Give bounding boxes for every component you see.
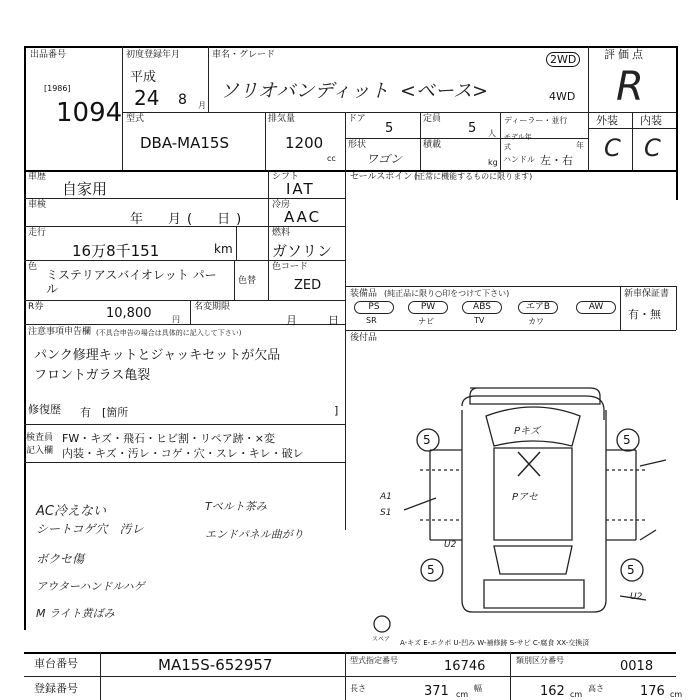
drive-2wd: 2WD xyxy=(546,52,580,67)
handwritten-note-2: シートコゲ穴 汚レ xyxy=(36,522,144,536)
color: ミステリアスバイオレット パール xyxy=(46,268,217,296)
notes-sub: (不具合申告の場合は具体的に記入して下さい) xyxy=(96,329,242,337)
model: DBA-MA15S xyxy=(140,134,229,152)
month-unit: 月 xyxy=(198,101,206,110)
equip-navi: ナビ xyxy=(418,317,434,326)
handwritten-note-5: M ライト黄ばみ xyxy=(36,607,115,620)
diagram-note-ase: Pアセ xyxy=(512,492,538,503)
equip-airbag: エアB xyxy=(518,301,558,314)
inspector-label-2: 記入欄 xyxy=(26,446,54,456)
equip-leather: カワ xyxy=(528,317,544,326)
repair-close: ] xyxy=(334,404,339,417)
notes-label: 注意事項申告欄 xyxy=(28,327,92,337)
drive-4wd: 4WD xyxy=(549,90,576,103)
person-unit: 人 xyxy=(488,129,496,138)
score: R xyxy=(616,64,644,110)
car-grade: <ベース> xyxy=(400,80,488,102)
yen-unit: 円 xyxy=(172,315,180,324)
lot-number: 1094 xyxy=(56,98,123,128)
width: 162 xyxy=(540,684,565,699)
reg-number-label: 登録番号 xyxy=(34,682,78,695)
length: 371 xyxy=(424,684,449,699)
reg-year: 24 xyxy=(134,86,160,110)
reg-month: 8 xyxy=(178,92,187,108)
repair-value: 有 [箇所 xyxy=(80,406,129,419)
inspection-label: 車検 xyxy=(28,200,47,210)
handwritten-note-4: アウターハンドルハゲ xyxy=(36,580,145,593)
color-code-label: 色コード xyxy=(272,262,309,272)
type-cert-number: 16746 xyxy=(444,659,486,674)
wheel-mark-rl: 5 xyxy=(427,563,435,577)
type-cert-label: 型式指定番号 xyxy=(350,656,398,665)
km-unit: km xyxy=(214,242,233,256)
cc-unit: cc xyxy=(327,154,336,163)
color-code: ZED xyxy=(294,278,322,293)
sales-point-label: セールスポイント xyxy=(350,172,422,182)
displacement: 1200 xyxy=(285,134,324,152)
width-unit: cm xyxy=(570,690,583,699)
name-change: 月 日 xyxy=(286,314,349,327)
recycle-label: R券 xyxy=(28,302,44,312)
equip-ps: PS xyxy=(354,301,394,314)
body-type: ワゴン xyxy=(366,152,403,166)
mileage-label: 走行 xyxy=(28,228,47,238)
doors: 5 xyxy=(385,121,394,136)
car-name: ソリオバンディット xyxy=(220,80,389,102)
diagram-note-pkizu: Pキズ xyxy=(514,426,540,437)
damage-legend: A-キズ E-エクボ U-凹み W-補修跡 S-サビ C-腐食 XX-交換済 xyxy=(400,639,590,647)
chassis-number: MA15S-652957 xyxy=(158,656,273,674)
exterior-grade: C xyxy=(604,134,621,162)
mileage: 16万8千151 xyxy=(72,242,160,260)
body-label: 形状 xyxy=(348,140,367,150)
wheel-mark-rr: 5 xyxy=(627,563,635,577)
warranty-label: 新車保証書 xyxy=(624,289,670,299)
first-reg-label: 初度登録年月 xyxy=(126,50,181,60)
handwritten-right-1: Tベルト茶み xyxy=(205,500,267,513)
wheel-mark-fl: 5 xyxy=(423,433,431,447)
equip-sr: SR xyxy=(366,316,377,325)
era: 平成 xyxy=(130,70,157,85)
equipment-label: 装備品 xyxy=(350,289,378,299)
repair-label: 修復歴 xyxy=(28,403,61,416)
load-label: 積載 xyxy=(423,140,442,150)
capacity: 5 xyxy=(468,121,477,136)
kg-unit: kg xyxy=(488,158,498,167)
shift-label: シフト xyxy=(272,172,300,182)
fuel-label: 燃料 xyxy=(272,228,291,238)
handwritten-right-2: エンドパネル曲がり xyxy=(205,528,304,541)
width-label: 幅 xyxy=(474,684,482,693)
wheel-mark-fr: 5 xyxy=(623,433,631,447)
diagram-note-s1: S1 xyxy=(380,508,392,518)
ac-label: 冷房 xyxy=(272,200,291,210)
displacement-label: 排気量 xyxy=(268,114,296,124)
lot-sub: [1986] xyxy=(44,84,71,93)
recycle-fee: 10,800 xyxy=(106,306,152,321)
chassis-label: 車台番号 xyxy=(34,657,78,670)
handwritten-note-3: ボクセ傷 xyxy=(36,552,85,566)
inspection: 年 月( 日) xyxy=(130,212,248,227)
post-install-label: 後付品 xyxy=(350,333,378,343)
warranty: 有・無 xyxy=(628,308,661,321)
model-label: 型式 xyxy=(126,114,145,124)
score-label: 評価点 xyxy=(604,48,646,61)
height: 176 xyxy=(640,684,665,699)
fuel: ガソリン xyxy=(272,242,333,260)
diagram-note-a1: A1 xyxy=(380,492,392,502)
handwritten-note-1: AC冷えない xyxy=(36,504,106,519)
color-label: 色 xyxy=(28,262,38,272)
note-line-2: フロントガラス亀裂 xyxy=(34,368,151,383)
usage: 自家用 xyxy=(62,180,108,198)
exterior-label: 外装 xyxy=(596,114,618,127)
inspector-row-1: FW・キズ・飛石・ヒビ割・リペア跡・×変 xyxy=(62,432,275,445)
spare-label: スペア xyxy=(372,636,391,643)
interior-label: 内装 xyxy=(640,114,662,127)
length-label: 長さ xyxy=(350,684,366,693)
height-unit: cm xyxy=(670,690,683,699)
equipment-note: (純正品に限り○印をつけて下さい) xyxy=(384,289,510,298)
inspector-row-2: 内装・キズ・汚レ・コゲ・穴・スレ・キレ・破レ xyxy=(62,447,304,460)
note-line-1: パンク修理キットとジャッキセットが欠品 xyxy=(34,348,281,363)
interior-grade: C xyxy=(644,134,661,162)
inspector-label-1: 検査員 xyxy=(26,433,54,443)
color-change-label: 色替 xyxy=(238,276,257,286)
dealer-label: ディーラー・並行 xyxy=(504,116,568,125)
capacity-label: 定員 xyxy=(423,114,442,124)
car-name-label: 車名・グレード xyxy=(212,50,276,60)
door-label: ドア xyxy=(348,114,366,124)
model-year-unit: 年 xyxy=(576,141,584,150)
equip-aw: AW xyxy=(576,301,616,314)
name-change-label: 名変期限 xyxy=(194,302,231,312)
usage-label: 車歴 xyxy=(28,172,47,182)
shift: IAT xyxy=(286,180,315,198)
handle-label: ハンドル xyxy=(503,155,535,164)
equip-pw: PW xyxy=(408,301,448,314)
length-unit: cm xyxy=(456,690,469,699)
handle: 左・右 xyxy=(540,154,573,167)
equip-abs: ABS xyxy=(462,301,502,314)
class-number: 0018 xyxy=(620,659,654,674)
diagram-note-u2-left: U2 xyxy=(444,540,457,550)
lot-label: 出品番号 xyxy=(30,50,67,60)
diagram-note-u2-right: U2 xyxy=(630,592,643,602)
equip-tv: TV xyxy=(474,316,485,325)
height-label: 高さ xyxy=(588,684,604,693)
ac: AAC xyxy=(284,208,322,226)
sales-point-note: (正常に機能するものに限ります) xyxy=(414,172,533,181)
model-year-label: モデル年式 xyxy=(504,133,532,151)
class-label: 類別区分番号 xyxy=(516,656,564,665)
